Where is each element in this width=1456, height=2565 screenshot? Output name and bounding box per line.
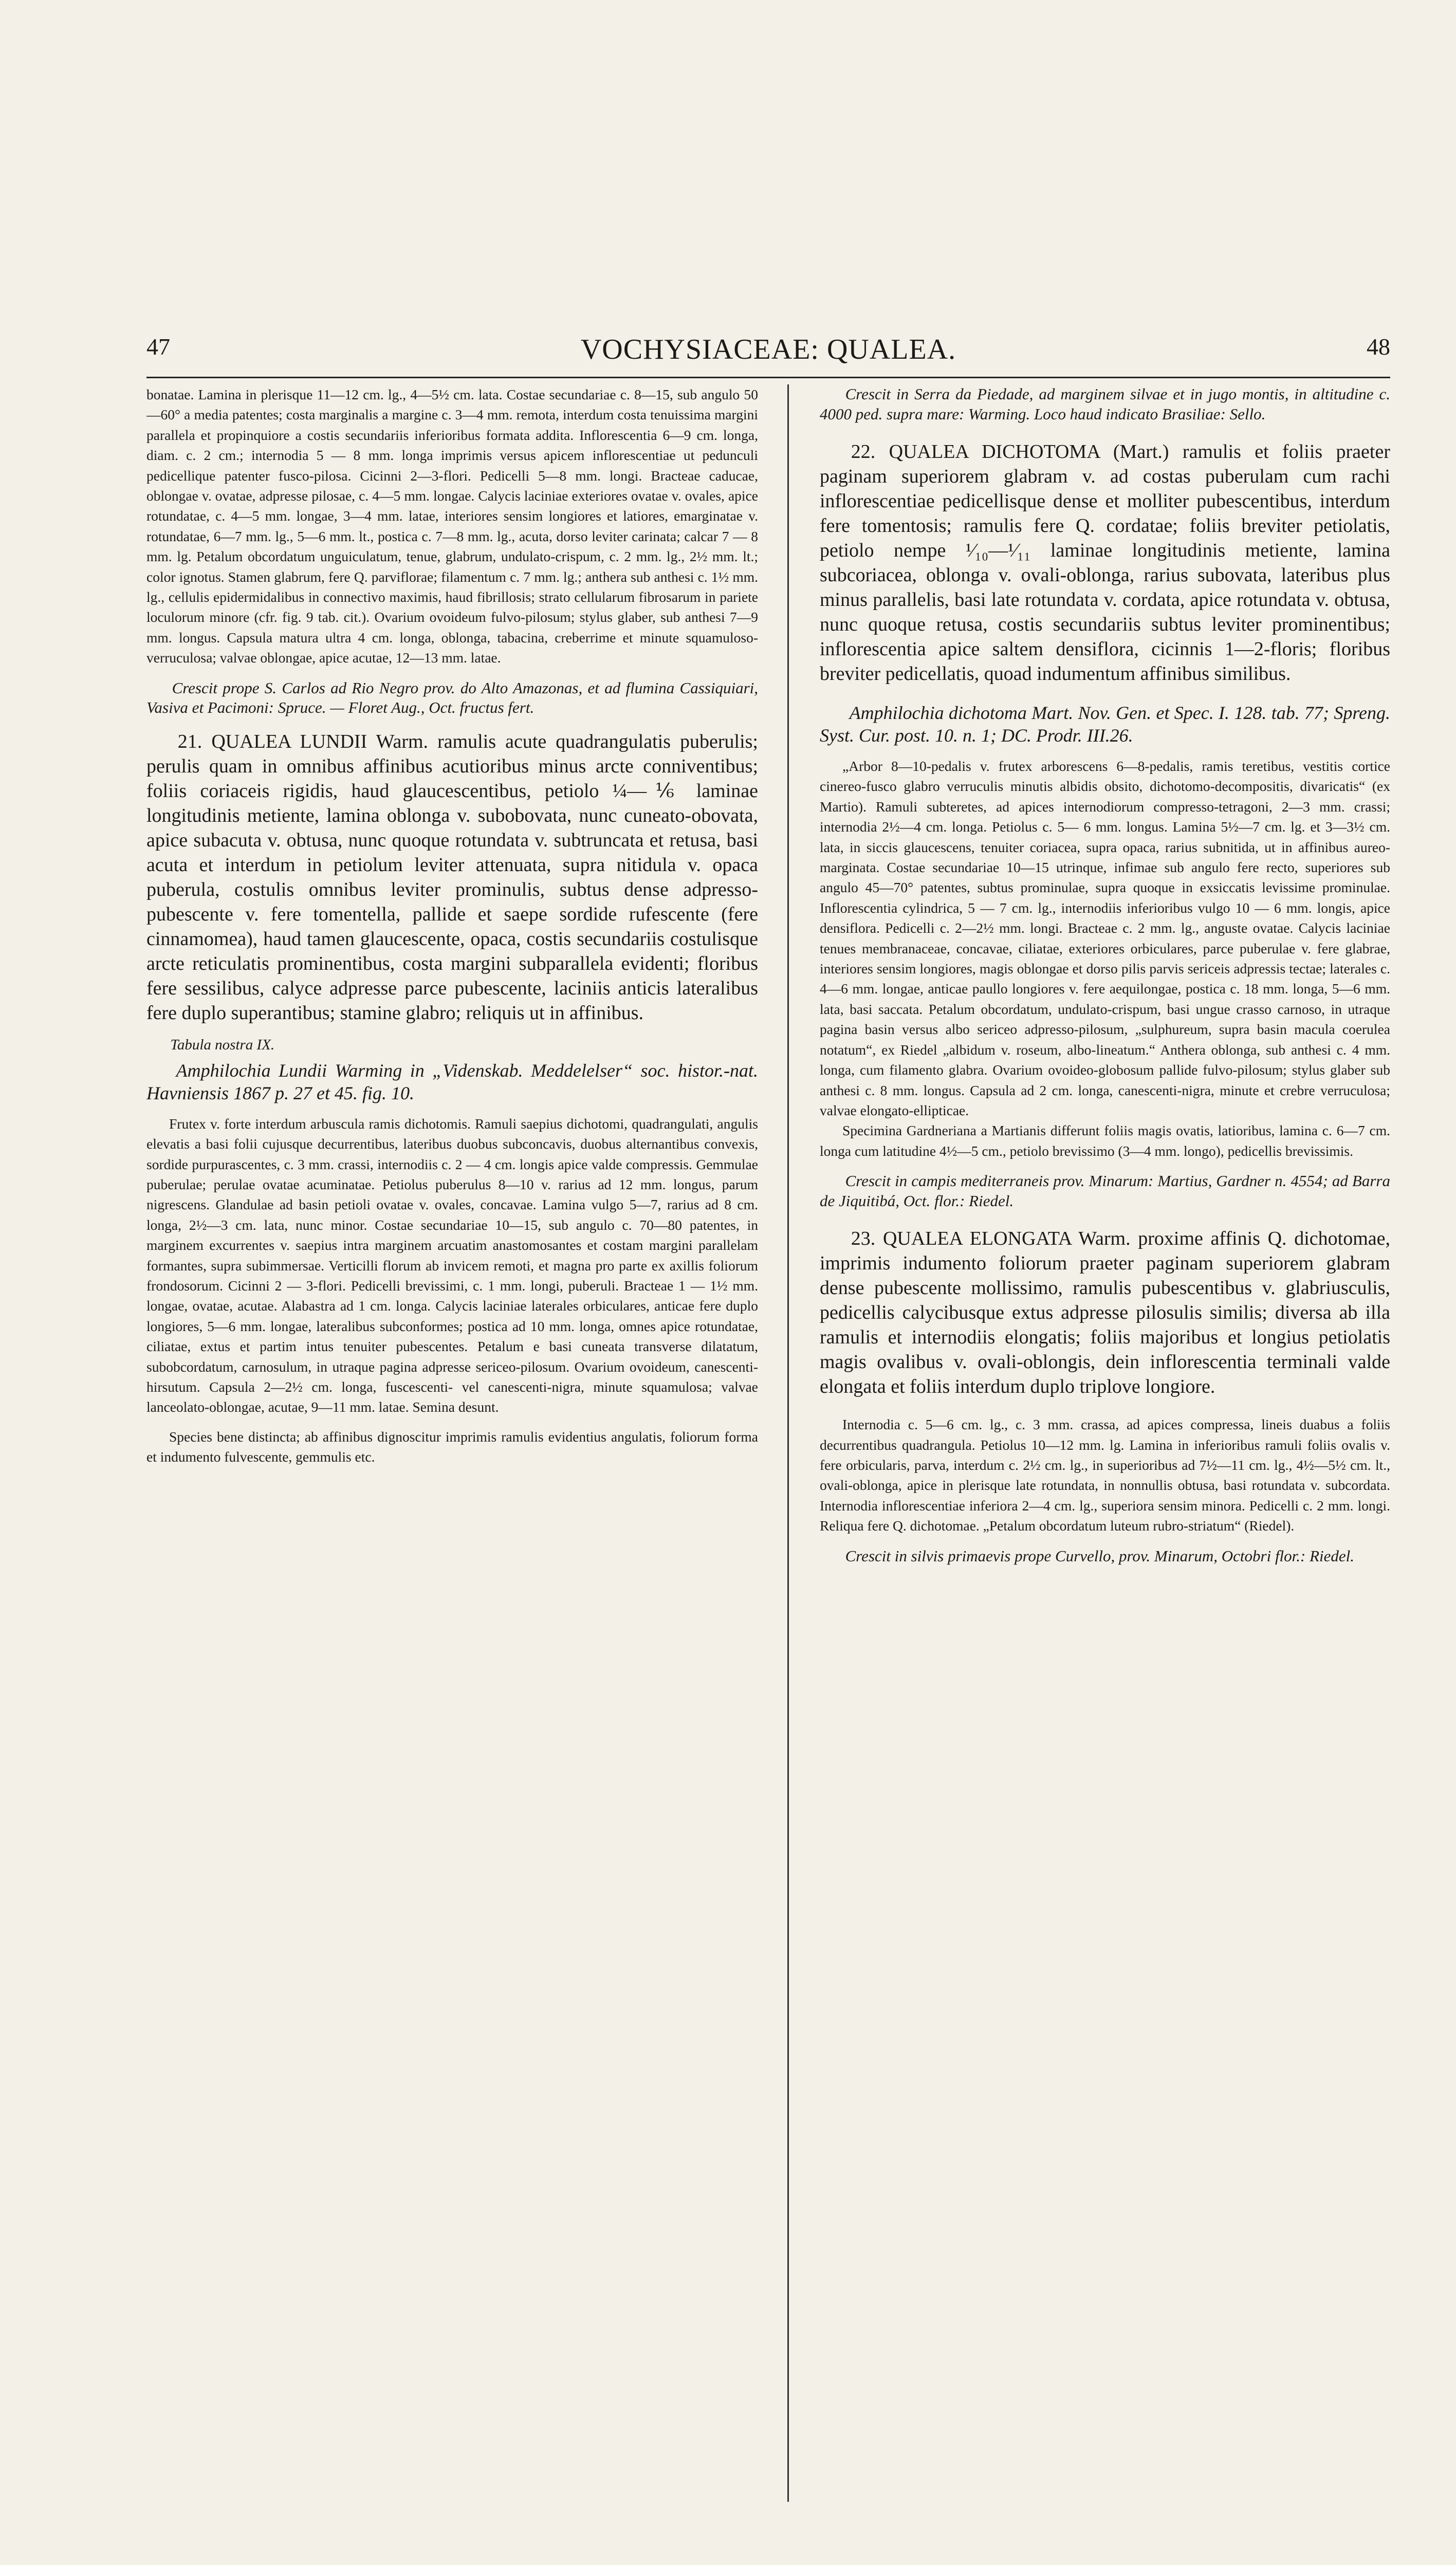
continued-description: bonatae. Lamina in plerisque 11—12 cm. lg., 4—5½ cm. lata. Costae secundariae c. 8—15, sub angulo 50—60° a media patentes; costa marginalis a margine c. 3—4 mm. remota, interdum costa tenuissima margini parallela et propinquiore a costis secundariis inferioribus formata addita. Inflorescentia 6—9 cm. longa, diam. c. 2 cm.; internodia 5 — 8 mm. longa imprimis versus apicem inflorescentiae ut pedunculi pedicellique patenter fusco-pilosa. Cicinni 2—3-flori. Pedicelli 5—8 mm. longi. Bracteae caducae, oblongae v. ovatae, adpresse pilosae, c. 4—5 mm. longae. Calycis laciniae exteriores ovatae v. ovales, apice rotundatae, c. 4—5 mm. longae, 3—4 mm. latae, interiores sensim longiores et latiores, emarginatae v. rotundatae, 6—7 mm. lg., 5—6 mm. lt., postica c. 7—8 mm. lg., acuta, dorso leviter carinata; calcar 7 — 8 mm. lg. Petalum obcordatum unguiculatum, tenue, glabrum, undulato-crispum, c. 2 mm. lg., 2½ mm. lt.; color ignotus. Stamen glabrum, fere Q. parviflorae; filamentum c. 7 mm. lg.; anthera sub anthesi c. 1½ mm. lg., cellulis epidermidalibus in connectivo maximis, haud fibrillosis; strato cellularum fibrosarum in pariete loculorum minore (cfr. fig. 9 tab. cit.). Ovarium ovoideum fulvo-pilosum; stylus glaber, sub anthesi 7—9 mm. longus. Capsula matura ultra 4 cm. longa, oblonga, tabacina, creberrime et minute squamuloso-verruculosa; valvae oblongae, apice acutae, 12—13 mm. latae. (146, 386, 758, 666)
column-divider (787, 384, 789, 2502)
locality-note: Crescit in campis mediterraneis prov. Minarum: Martius, Gardner n. 4554; ad Barra de Jiquitibá, Oct. flor.: Riedel. (820, 1172, 1390, 1210)
locality-note: Crescit prope S. Carlos ad Rio Negro prov. do Alto Amazonas, et ad flumina Cassiquiari, Vasiva et Pacimoni: Spruce. — Floret Aug., Oct. fructus fert. (146, 678, 758, 717)
locality-note: Crescit in Serra da Piedade, ad marginem silvae et in jugo montis, in altitudine c. 4000 ped. supra mare: Warming. Loco haud indicato Brasiliae: Sello. (820, 385, 1390, 423)
locality-note: Crescit in silvis primaevis prope Curvello, prov. Minarum, Octobri flor.: Riedel. (845, 1546, 1355, 1565)
species-heading-22: 22. QUALEA DICHOTOMA (Mart.) ramulis et foliis praeter paginam superiorem glabram v. ad costas puberulam cum rachi inflorescentiae pedicellisque dense et molliter pubescentibus, interdum fere tomentosis; ramulis fere Q. cordatae; foliis breviter petiolatis, petiolo nempe ¹⁄₁₀—¹⁄₁₁ laminae longitudinis metiente, lamina subcoriacea, oblonga v. ovali-oblonga, rarius subovata, lateribus plus minus parallelis, basi late rotundata v. cordata, apice rotundata v. obtusa, nunc quoque retusa, costis secundariis subtus leviter prominentibus; inflorescentia apice saltem densiflora, cicinnis 1—2-floris; floribus breviter pedicellatis, quoad indumentum affinibus similibus. (820, 441, 1390, 685)
right-column (820, 384, 1390, 2497)
species-description: „Arbor 8—10-pedalis v. frutex arborescens 6—8-pedalis, ramis teretibus, vestitis cortice cinereo-fusco glabro verruculis minutis albidis obsito, dichotomo-decompositis, divaricatis“ (ex Martio). Ramuli subteretes, ad apices internodiorum compresso-tetragoni, 2—3 mm. crassi; internodia 2½—4 cm. longa. Petiolus c. 5— 6 mm. longus. Lamina 5½—7 cm. lg. et 3—3½ cm. lata, in siccis glaucescens, tenuiter coriacea, supra opaca, rarius subnitida, ut in affinibus aureo-marginata. Costae secundariae 10—15 utrinque, infimae sub angulo fere recto, superiores sub angulo 45—70° patentes, subtus prominulae, supra quoque in exsiccatis levissime prominulae. Inflorescentia cylindrica, 5 — 7 cm. lg., internodiis inferioribus vulgo 10 — 6 mm. longis, apice densiflora. Pedicelli c. 2—2½ mm. longi. Bracteae c. 2 mm. lg., anguste ovatae. Calycis laciniae tenues membranaceae, concavae, ciliatae, exteriores orbiculares, parce puberulae v. fere glabrae, interiores sensim longiores, magis oblongae et dorso pilis parvis sericeis adpressis tectae; laterales c. 4—6 mm. longae, anticae paullo longiores v. fere aequilongae, postica c. 18 mm. longa, 5—6 mm. lata, basi saccata. Petalum obcordatum, undulato-crispum, basi ungue crasso carnoso, in utraque pagina basin versus albo sericeo adpresso-pilosum, „sulphureum, supra basin macula coerulea notatum“, ex Riedel „albidum v. roseum, albo-lineatum.“ Anthera oblonga, sub anthesi c. 4 mm. longa, cum filamento glabra. Ovarium ovoideo-globosum pallide fulvo-pilosum; stylus glaber sub anthesi c. 8 mm. longus. Capsula ad 2 cm. longa, canescenti-nigra, minute et crebre verruculosa; valvae elongato-ellipticae. (820, 758, 1390, 1118)
page-number-right: 48 (1367, 334, 1390, 360)
left-column (146, 384, 758, 2497)
species-remark: Species bene distincta; ab affinibus dignoscitur imprimis ramulis evidentius angulatis, foliorum forma et indumento fulvescente, gemmulis etc. (146, 1428, 758, 1465)
running-title: VOCHYSIACEAE: QUALEA. (580, 334, 956, 365)
page-header (146, 333, 1390, 374)
synonym-citation: Amphilochia dichotoma Mart. Nov. Gen. et Spec. I. 128. tab. 77; Spreng. Syst. Cur. post. 10. n. 1; DC. Prodr. III.26. (820, 703, 1390, 746)
species-remark: Specimina Gardneriana a Martianis differunt foliis magis ovatis, latioribus, lamina c. 6—7 cm. longa cum latitudine 4½—5 cm., petiolo brevissimo (3—4 mm. longo), pedicellis brevissimis. (820, 1122, 1390, 1159)
header-rule (146, 377, 1390, 378)
species-heading-23: 23. QUALEA ELONGATA Warm. proxime affinis Q. dichotomae, imprimis indumento foliorum praeter paginam superiorem glabram dense pubescente mollissimo, ramulis pubescentibus v. glabriusculis, pedicellis calycibusque extus adpresse pilosulis similis; diversa ab illa ramulis et internodiis elongatis; foliis majoribus et longius petiolatis magis ovalibus v. ovali-oblongis, dein inflorescentia terminali valde elongata et foliis interdum duplo triplove longiore. (820, 1228, 1390, 1398)
page-number-left: 47 (146, 334, 170, 360)
synonym-citation: Amphilochia Lundii Warming in „Videnskab. Meddelelser“ soc. histor.-nat. Havniensis 1867 p. 27 et 45. fig. 10. (146, 1060, 758, 1103)
species-description: Internodia c. 5—6 cm. lg., c. 3 mm. crassa, ad apices compressa, lineis duabus a foliis decurrentibus quadrangula. Petiolus 10—12 mm. lg. Lamina in inferioribus ramuli foliis ovalis v. fere orbicularis, parva, interdum c. 2½ cm. lg., in superioribus ad 7½—11 cm. lg., 4½—5½ cm. lt., ovali-oblonga, apice in plerisque late rotundata, in nonnullis obtusa, basi rotundata v. subcordata. Internodia inflorescentiae inferiora 2—4 cm. lg., superiora sensim minora. Pedicelli c. 2 mm. longi. Reliqua fere Q. dichotomae. „Petalum obcordatum luteum rubro-striatum“ (Riedel). (820, 1416, 1390, 1534)
species-heading-21: 21. QUALEA LUNDII Warm. ramulis acute quadrangulatis puberulis; perulis quam in omnibus affinibus acutioribus minus arcte conniventibus; foliis coriaceis rigidis, haud glaucescentibus, petiolo ¼—⅙ laminae longitudinis metiente, lamina oblonga v. subobovata, nunc cuneato-obovata, apice subacuta v. obtusa, nunc quoque rotundata v. subtruncata et retusa, basi acuta et interdum in petiolum leviter attenuata, supra nitidula v. opaca puberula, costulis omnibus leviter prominulis, subtus dense adpresso-pubescente v. fere tomentella, pallide et saepe sordide rufescente (fere cinnamomea), haud tamen glaucescente, opaca, costis secundariis costulisque arcte reticulatis prominentibus, costa margini subparallela evidenti; floribus fere sessilibus, calyce adpresse parce pubescente, laciniis anticis lateralibus fere duplo superantibus; stamine glabro; reliquis ut in affinibus. (146, 730, 758, 1024)
species-description: Frutex v. forte interdum arbuscula ramis dichotomis. Ramuli saepius dichotomi, quadrangulati, angulis elevatis a basi folii cujusque decurrentibus, lateribus duobus subconcavis, duobus alternantibus convexis, sordide purpurascentes, c. 3 mm. crassi, internodiis c. 2 — 4 cm. longis apice valde compressis. Gemmulae puberulae; perulae ovatae acuminatae. Petiolus puberulus 8—10 v. rarius ad 12 mm. longus, parum nigrescens. Glandulae ad basin petioli ovatae v. ovales, concavae. Lamina vulgo 5—7, rarius ad 8 cm. longa, 2½—3 cm. lata, nunc minor. Costae secundariae 10—15, sub angulo c. 70—80 patentes, in marginem excurrentes v. saepius intra marginem arcuatim anastomosantes et costam margini parallelam formantes, supra subimmersae. Verticilli florum ab invicem remoti, et magna pro parte ex axillis foliorum frondosorum. Cicinni 2 — 3-flori. Pedicelli brevissimi, c. 1 mm. longi, puberuli. Bracteae 1 — 1½ mm. longae, ovatae, acutae. Alabastra ad 1 cm. longa. Calycis laciniae laterales orbiculares, anticae fere duplo longiores, 5—6 mm. longae, lateralibus subconformes; postica ad 10 mm. longa, omnes apice rotundatae, ciliatae, extus et partim intus tenuiter pubescentes. Petalum e basi cuneata transverse dilatatum, subobcordatum, carnosulum, in utraque pagina adpresse sericeo-pilosum. Ovarium ovoideum, canescenti-hirsutum. Capsula 2—2½ cm. longa, fuscescenti- vel canescenti-nigra, minute squamulosa; valvae lanceolato-oblongae, acutae, 9—11 mm. latae. Semina desunt. (146, 1115, 758, 1415)
plate-reference: Tabula nostra IX. (170, 1036, 275, 1053)
